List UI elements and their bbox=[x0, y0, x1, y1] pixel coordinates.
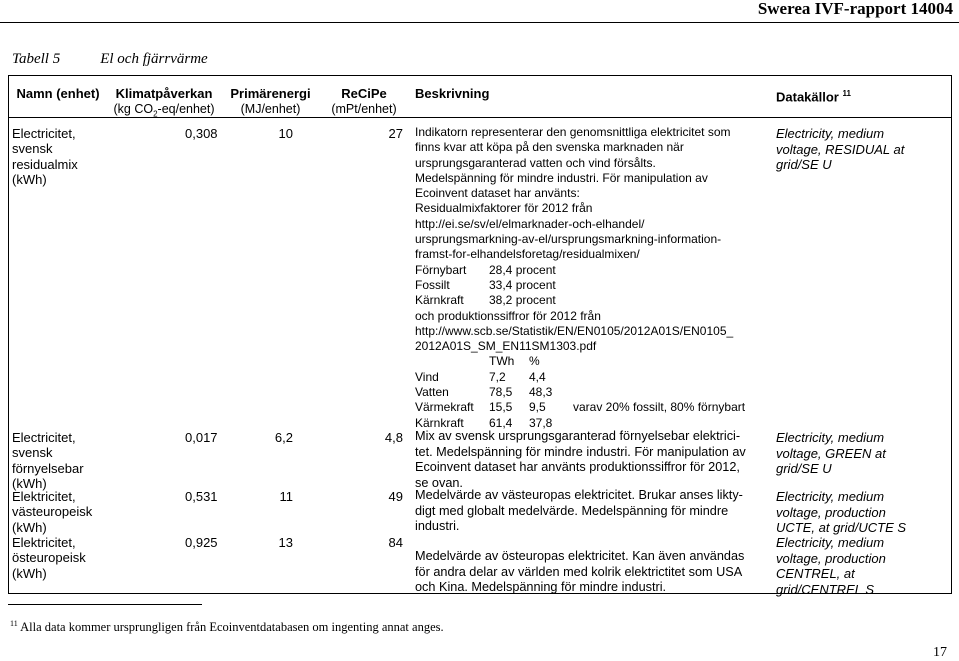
sources-renewable bbox=[776, 430, 886, 477]
production-note bbox=[567, 370, 745, 385]
production-twh: 78,5 bbox=[489, 385, 513, 400]
description-line: Medelvärde av västeuropas elektricitet. Brukar anses likty- bbox=[415, 488, 743, 502]
description-line: 2012A01S_SM_EN11SM1303.pdf bbox=[415, 339, 597, 354]
climate-unit-sub: 2 bbox=[153, 109, 158, 119]
energy-value: 11 bbox=[279, 489, 293, 504]
col-header-climate bbox=[103, 86, 225, 123]
header-rule bbox=[0, 22, 959, 23]
source-line: CENTREL, at bbox=[776, 566, 855, 581]
footnote-text: Alla data kommer ursprungligen från Ecoinventdatabasen om ingenting annat anges. bbox=[20, 620, 444, 635]
production-unit-header: TWh bbox=[489, 354, 515, 369]
source-line: grid/SE U bbox=[776, 461, 832, 476]
production-label: Kärnkraft bbox=[415, 415, 464, 430]
row-name-line: (kWh) bbox=[12, 519, 47, 535]
row-name-line: (kWh) bbox=[12, 565, 47, 581]
description-line: för andra delar av världen med kolrik elektrictitet som USA bbox=[415, 564, 743, 579]
mix-label: Förnybart bbox=[415, 262, 467, 277]
production-twh: 7,2 bbox=[489, 369, 506, 384]
col-header-name: Namn (enhet) bbox=[16, 86, 100, 101]
production-row bbox=[415, 400, 745, 415]
description-line: framst-for-elhandelsforetag/residualmixen/ bbox=[415, 247, 640, 262]
description-line: finns kvar att köpa på den svenska marknaden när bbox=[415, 140, 684, 155]
description-east bbox=[415, 549, 765, 596]
col-header-sources bbox=[776, 86, 851, 104]
row-name-line: Elektricitet, bbox=[12, 489, 76, 504]
source-line: voltage, production bbox=[776, 550, 886, 566]
source-line: grid/SE U bbox=[776, 157, 832, 172]
residual-mix-row bbox=[415, 263, 556, 278]
production-pct: 37,8 bbox=[529, 415, 553, 430]
description-line: http://ei.se/sv/el/elmarknader-och-elhandel/ bbox=[415, 216, 645, 231]
source-line: voltage, RESIDUAL at bbox=[776, 141, 905, 157]
running-header-title: Swerea IVF-rapport 14004 bbox=[757, 0, 953, 18]
production-pct: 48,3 bbox=[529, 385, 553, 400]
production-row bbox=[415, 385, 745, 400]
production-note bbox=[567, 385, 745, 400]
production-row bbox=[415, 370, 745, 385]
source-line: Electricity, medium bbox=[776, 489, 885, 504]
sources-residual bbox=[776, 126, 904, 173]
production-table bbox=[415, 354, 745, 430]
description-line: Residualmixfaktorer för 2012 från bbox=[415, 201, 593, 216]
production-label: Värmekraft bbox=[415, 400, 474, 415]
row-name-line: svensk bbox=[12, 141, 53, 157]
sources-east bbox=[776, 535, 886, 597]
row-name-east bbox=[12, 535, 86, 581]
table-top-rule bbox=[8, 75, 952, 76]
row-name-line: (kWh) bbox=[12, 171, 47, 187]
energy-value: 6,2 bbox=[274, 430, 293, 445]
sources-footnote-mark: 11 bbox=[842, 89, 851, 98]
row-name-line: Elektricitet, bbox=[12, 535, 76, 550]
page-number: 17 bbox=[933, 645, 947, 660]
residual-mix-row bbox=[415, 293, 556, 308]
production-label: Vatten bbox=[415, 385, 449, 400]
source-line: Electricity, medium bbox=[776, 126, 885, 141]
col-header-recipe-unit: (mPt/enhet) bbox=[331, 102, 397, 116]
caption-label: Tabell 5 bbox=[12, 51, 61, 67]
production-twh: 15,5 bbox=[489, 400, 513, 415]
description-line: Medelspänning för mindre industri. För manipulation av bbox=[415, 170, 708, 185]
source-line: Electricity, medium bbox=[776, 430, 885, 445]
col-header-energy bbox=[228, 86, 313, 117]
mix-label: Fossilt bbox=[415, 277, 450, 292]
sources-west bbox=[776, 489, 906, 536]
source-line: voltage, production bbox=[776, 504, 886, 520]
footnote-mark: 11 bbox=[10, 619, 18, 628]
production-twh: 61,4 bbox=[489, 415, 513, 430]
residual-mix-table bbox=[415, 263, 556, 309]
recipe-value: 4,8 bbox=[384, 430, 403, 445]
production-pct: 4,4 bbox=[529, 369, 546, 384]
energy-value: 13 bbox=[278, 535, 293, 550]
row-name-line: västeuropeisk bbox=[12, 504, 93, 520]
description-line: ursprungsgaranterad vatten och vind försålts. bbox=[415, 155, 656, 170]
row-name-line: (kWh) bbox=[12, 475, 47, 491]
production-note: varav 20% fossilt, 80% förnybart bbox=[573, 400, 746, 415]
col-header-recipe bbox=[323, 86, 405, 117]
description-line: ursprungsmarkning-av-el/ursprungsmarkning-information- bbox=[415, 232, 722, 247]
mix-label: Kärnkraft bbox=[415, 293, 464, 308]
row-name-line: förnyelsebar bbox=[12, 460, 84, 476]
production-header-row bbox=[415, 354, 745, 369]
description-line: Mix av svensk ursprungsgaranterad förnyelsebar elektrici- bbox=[415, 429, 741, 443]
source-line: UCTE, at grid/UCTE S bbox=[776, 520, 907, 535]
description-line: digt med globalt medelvärde. Medelspänning för mindre bbox=[415, 503, 729, 518]
col-header-energy-unit: (MJ/enhet) bbox=[240, 102, 301, 116]
description-line: http://www.scb.se/Statistik/EN/EN0105/2012A01S/EN0105_ bbox=[415, 323, 734, 338]
row-name-line: residualmix bbox=[12, 156, 78, 172]
source-line: Electricity, medium bbox=[776, 535, 885, 550]
description-line: Medelvärde av östeuropas elektricitet. Kan även användas bbox=[415, 549, 745, 563]
production-label: Vind bbox=[415, 369, 439, 384]
source-line: voltage, GREEN at bbox=[776, 445, 886, 461]
climate-unit-b: -eq/enhet) bbox=[157, 102, 215, 116]
production-pct: 9,5 bbox=[529, 400, 546, 415]
col-header-climate-unit bbox=[103, 101, 225, 123]
production-pct-header: % bbox=[529, 354, 540, 369]
climate-unit-a: (kg CO bbox=[113, 102, 154, 116]
table-left-border bbox=[8, 75, 9, 594]
mix-value: 28,4 procent bbox=[489, 262, 556, 277]
description-line: Indikatorn representerar den genomsnittliga elektricitet som bbox=[415, 125, 731, 139]
row-name-west bbox=[12, 489, 92, 535]
climate-value: 0,925 bbox=[185, 535, 218, 550]
climate-value: 0,308 bbox=[185, 126, 218, 141]
description-line: Ecoinvent dataset har använts: bbox=[415, 186, 580, 201]
table-right-border bbox=[951, 75, 952, 594]
description-residual bbox=[415, 125, 765, 431]
row-name-renewable bbox=[12, 430, 84, 491]
mix-value: 33,4 procent bbox=[489, 277, 556, 292]
description-line: och Kina. Medelspänning för mindre industri. bbox=[415, 580, 667, 594]
col-header-recipe-label: ReCiPe bbox=[341, 86, 387, 101]
row-name-line: svensk bbox=[12, 445, 53, 461]
col-header-energy-label: Primärenergi bbox=[230, 86, 311, 101]
recipe-value: 27 bbox=[388, 126, 403, 141]
row-name-line: östeuropeisk bbox=[12, 550, 86, 566]
recipe-value: 84 bbox=[388, 535, 403, 550]
residual-mix-row bbox=[415, 278, 556, 293]
col-header-climate-label: Klimatpåverkan bbox=[115, 86, 213, 101]
row-name-line: Electricitet, bbox=[12, 126, 76, 141]
footnote bbox=[10, 619, 444, 635]
description-west bbox=[415, 488, 765, 535]
footnote-rule bbox=[8, 604, 202, 605]
description-line: och produktionssiffror för 2012 från bbox=[415, 308, 601, 323]
climate-value: 0,531 bbox=[185, 489, 218, 504]
caption-title: El och fjärrvärme bbox=[100, 51, 208, 67]
mix-value: 38,2 procent bbox=[489, 293, 556, 308]
description-renewable bbox=[415, 429, 765, 491]
source-line: grid/CENTREL S bbox=[776, 581, 875, 597]
description-line: se ovan. bbox=[415, 475, 463, 490]
climate-value: 0,017 bbox=[185, 430, 218, 445]
description-line: Ecoinvent dataset har använts produktionssiffror för 2012, bbox=[415, 460, 740, 474]
col-header-sources-label: Datakällor bbox=[776, 89, 839, 105]
energy-value: 10 bbox=[278, 126, 293, 141]
description-line: industri. bbox=[415, 519, 460, 533]
description-line: tet. Medelspänning för mindre industri. För manipulation av bbox=[415, 444, 746, 459]
col-header-description: Beskrivning bbox=[415, 86, 490, 101]
recipe-value: 49 bbox=[388, 489, 403, 504]
table-caption bbox=[12, 51, 208, 68]
row-name-line: Electricitet, bbox=[12, 430, 76, 445]
row-name-residual bbox=[12, 126, 78, 187]
